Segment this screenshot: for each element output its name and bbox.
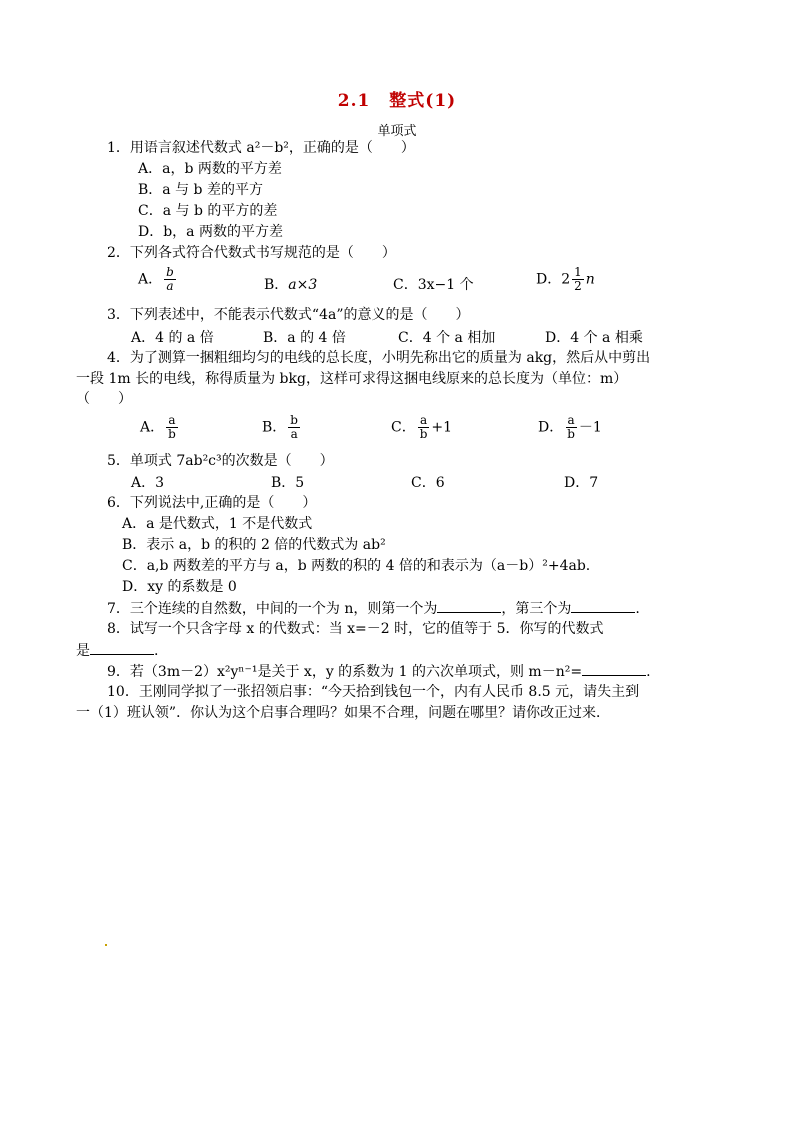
q4-b-label: B． — [262, 419, 287, 436]
q5-option-b: B．5 — [271, 475, 305, 491]
q10-line-2: 一（1）班认领”．你认为这个启事合理吗？如果不合理，问题在哪里？请你改正过来． — [76, 705, 611, 721]
q5-option-c: C．6 — [411, 475, 445, 491]
q2-d-fraction — [572, 266, 584, 293]
q1-option-d: D．b，a 两数的平方差 — [138, 224, 283, 240]
q9-end: . — [646, 664, 651, 680]
q2-stem: 2．下列各式符合代数式书写规范的是（ ） — [107, 245, 396, 261]
page-subtitle: 单项式 — [377, 124, 417, 139]
page-title — [0, 86, 794, 111]
q6-option-b: B．表示 a，b 的积的 2 倍的代数式为 ab² — [122, 537, 386, 553]
q2-d-whole: 2 — [561, 271, 571, 288]
q4-c-label: C． — [391, 419, 416, 436]
q2-option-d — [536, 266, 595, 293]
q7-part-2: ，第三个为 — [501, 601, 572, 617]
q8-line-1: 8．试写一个只含字母 x 的代数式：当 x=－2 时，它的值等于 5．你写的代数式 — [107, 621, 604, 637]
q9-text: 9．若（3m－2）x²yⁿ⁻¹是关于 x，y 的系数为 1 的六次单项式，则 m－n²= — [107, 664, 583, 680]
q2-c-text: 3x−1 个 — [417, 277, 474, 293]
q6-option-a: A．a 是代数式，1 不是代数式 — [122, 516, 313, 532]
q4-a-numerator: a — [168, 413, 176, 427]
q9-blank-answer[interactable] — [582, 661, 646, 676]
q8-end: . — [154, 643, 159, 659]
q3-option-a: A．4 的 a 倍 — [131, 330, 214, 346]
q5-option-d: D．7 — [564, 475, 599, 491]
q8-line-2 — [76, 640, 158, 661]
q5-option-a: A．3 — [131, 475, 165, 491]
q1-option-b: B．a 与 b 差的平方 — [138, 182, 263, 198]
q7-blank-first[interactable] — [437, 598, 501, 613]
q7-blank-third[interactable] — [571, 598, 635, 613]
q2-d-denominator: 2 — [574, 279, 582, 293]
q8-prefix: 是 — [76, 643, 90, 659]
q6-option-d: D．xy 的系数是 0 — [122, 579, 237, 595]
section-number: 2.1 — [337, 91, 371, 111]
q2-b-text: a×3 — [288, 277, 318, 293]
q4-c-denominator: b — [419, 427, 428, 441]
q2-a-denominator: a — [166, 279, 174, 293]
stray-mark — [105, 944, 107, 946]
q4-d-numerator: a — [567, 413, 575, 427]
q4-option-a — [140, 414, 180, 441]
q4-b-fraction — [288, 414, 300, 441]
q2-b-label: B． — [264, 277, 289, 293]
q4-c-numerator: a — [419, 413, 428, 427]
q2-option-a — [138, 266, 178, 293]
q6-stem: 6．下列说法中,正确的是（ ） — [107, 495, 317, 511]
section-title: 整式(1) — [389, 91, 457, 111]
q4-b-numerator: b — [290, 413, 298, 427]
q4-line-3: （ ） — [76, 391, 132, 407]
q7-end: . — [635, 601, 640, 617]
q7-line — [107, 598, 640, 619]
q4-a-fraction — [166, 414, 178, 441]
q4-option-c — [391, 414, 452, 441]
q4-option-d — [538, 414, 602, 441]
q4-a-denominator: b — [168, 427, 176, 441]
q4-d-fraction — [565, 414, 577, 441]
q4-line-2: 一段 1m 长的电线，称得质量为 bkg，这样可求得这捆电线原来的总长度为（单位：m） — [76, 371, 628, 387]
q9-line — [107, 661, 651, 682]
q4-c-tail: +1 — [431, 419, 453, 436]
q6-option-c: C．a,b 两数差的平方与 a，b 两数的积的 4 倍的和表示为（a－b）²+4ab. — [122, 558, 591, 574]
q2-option-b — [264, 274, 317, 294]
q4-line-1: 4．为了测算一捆粗细均匀的电线的总长度，小明先称出它的质量为 akg，然后从中剪出 — [107, 350, 651, 366]
q4-option-b — [262, 414, 302, 441]
q1-option-a: A．a，b 两数的平方差 — [138, 161, 282, 177]
q7-part-1: 7．三个连续的自然数，中间的一个为 n，则第一个为 — [107, 601, 438, 617]
q3-option-c: C．4 个 a 相加 — [398, 330, 496, 346]
q3-option-b: B．a 的 4 倍 — [263, 330, 346, 346]
q2-option-c — [393, 274, 474, 294]
q10-line-1: 10．王刚同学拟了一张招领启事：“今天拾到钱包一个，内有人民币 8.5 元，请失主到 — [107, 684, 640, 700]
q4-d-denominator: b — [567, 427, 575, 441]
q2-a-fraction — [164, 266, 176, 293]
q4-d-label: D． — [538, 419, 564, 436]
q1-option-c: C．a 与 b 的平方的差 — [138, 203, 278, 219]
q2-d-numerator: 1 — [574, 265, 582, 279]
q3-option-d: D．4 个 a 相乘 — [545, 330, 643, 346]
q5-stem: 5．单项式 7ab²c³的次数是（ ） — [107, 453, 334, 469]
q4-a-label: A． — [140, 419, 165, 436]
q3-stem: 3．下列表述中，不能表示代数式“4a”的意义的是（ ） — [107, 307, 470, 323]
q1-stem: 1．用语言叙述代数式 a²－b²，正确的是（ ） — [107, 140, 415, 156]
q2-d-var: n — [585, 271, 595, 288]
q2-a-label: A． — [138, 271, 163, 288]
q4-d-tail: －1 — [578, 419, 602, 436]
q2-a-numerator: b — [166, 265, 174, 279]
q4-c-fraction — [418, 414, 430, 441]
q8-blank-expression[interactable] — [90, 640, 154, 655]
q4-b-denominator: a — [290, 427, 298, 441]
q2-d-label: D． — [536, 271, 562, 288]
q2-c-label: C． — [393, 277, 418, 293]
